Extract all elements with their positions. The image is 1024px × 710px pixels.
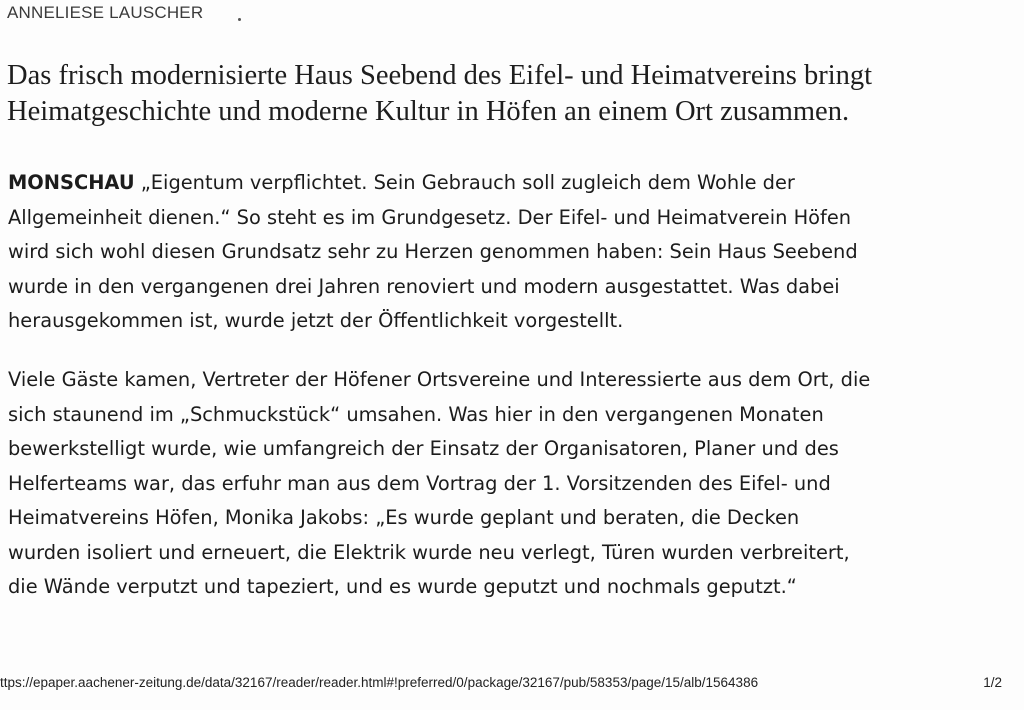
paragraph-line: Helferteams war, das erfuhr man aus dem Vortrag der 1. Vorsitzenden des Eifel- und: [8, 471, 831, 495]
dateline: MONSCHAU: [8, 171, 135, 194]
paragraph-line: [8, 166, 1013, 201]
headline-line: Heimatgeschichte und moderne Kultur in Höfen an einem Ort zusammen.: [7, 96, 850, 127]
paragraph-line: wurde in den vergangenen drei Jahren renoviert und modern ausgestattet. Was dabei: [8, 274, 840, 298]
paragraph-line: die Wände verputzt und tapeziert, und es wurde geputzt und nochmals geputzt.“: [8, 575, 797, 598]
paragraph-line-text: „Eigentum verpflichtet. Sein Gebrauch soll zugleich dem Wohle der: [134, 171, 795, 194]
article-paragraph-2: [8, 363, 1013, 605]
article-paragraph-1: [8, 166, 1013, 339]
headline-line: Das frisch modernisierte Haus Seebend des Eifel- und Heimatvereins bringt: [7, 60, 873, 91]
paragraph-line: wurden isoliert und erneuert, die Elektrik wurde neu verlegt, Türen wurden verbreitert,: [8, 540, 850, 564]
paragraph-line: Heimatvereins Höfen, Monika Jakobs: „Es wurde geplant und beraten, die Decken: [8, 506, 800, 529]
article-headline: [7, 58, 1007, 130]
page-number: 1/2: [983, 675, 1002, 690]
paragraph-line: sich staunend im „Schmuckstück“ umsahen. Was hier in den vergangenen Monaten: [8, 402, 824, 426]
paragraph-line: Viele Gäste kamen, Vertreter der Höfener Ortsvereine und Interessierte aus dem Ort, die: [8, 368, 871, 391]
paragraph-line: Allgemeinheit dienen.“ So steht es im Grundgesetz. Der Eifel- und Heimatverein Höfen: [8, 205, 852, 229]
footer-url: ttps://epaper.aachener-zeitung.de/data/32167/reader/reader.html#!preferred/0/package/32167/pub/58353/page/15/alb/1564386: [0, 675, 759, 690]
paragraph-line: wird sich wohl diesen Grundsatz sehr zu Herzen genommen haben: Sein Haus Seebend: [8, 240, 858, 263]
scan-speck: [238, 18, 241, 21]
paragraph-line: bewerkstelligt wurde, wie umfangreich der Einsatz der Organisatoren, Planer und des: [8, 437, 839, 460]
paragraph-line: herausgekommen ist, wurde jetzt der Öffentlichkeit vorgestellt.: [8, 309, 624, 332]
author-name: ANNELIESE LAUSCHER: [7, 3, 204, 22]
